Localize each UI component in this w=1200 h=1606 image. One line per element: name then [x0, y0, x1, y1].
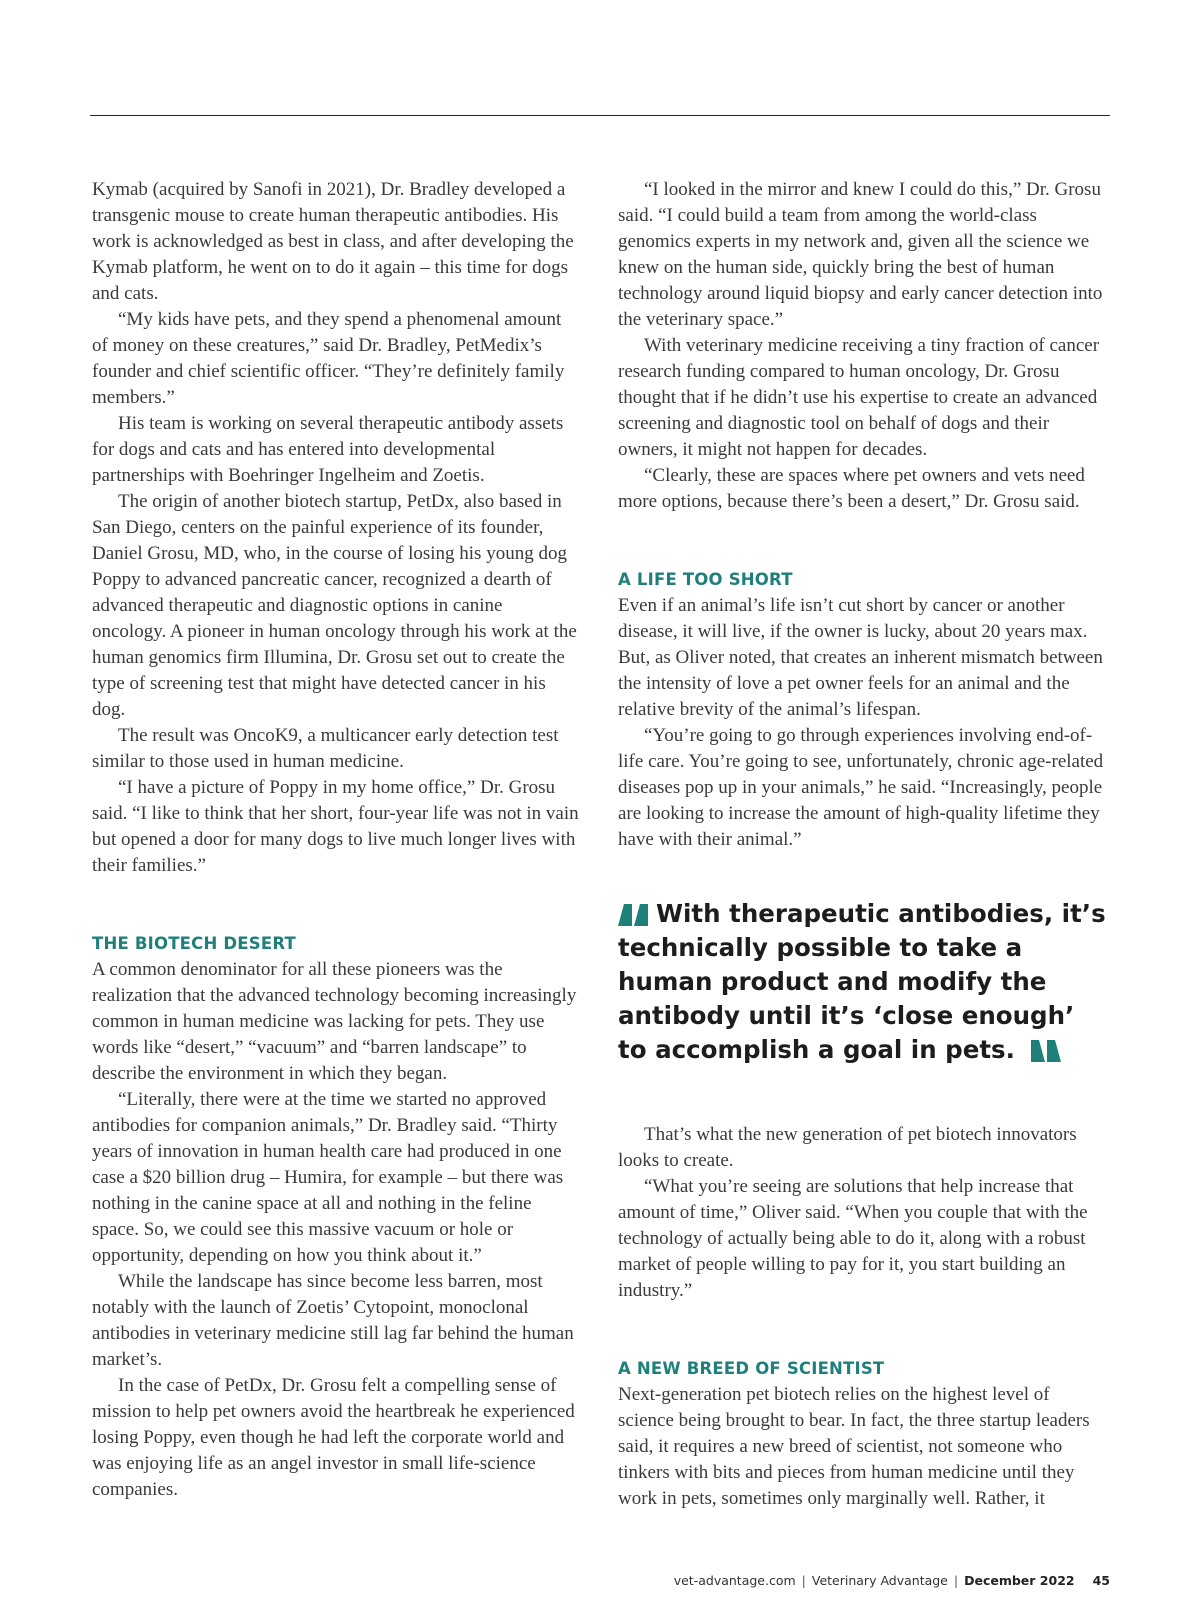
paragraph: The result was OncoK9, a multicancer early detection test similar to those used in human medicine. [92, 725, 559, 772]
right-column [618, 177, 1106, 1512]
paragraph: His team is working on several therapeutic antibody assets for dogs and cats and has entered into developmental partnerships with Boehringer Ingelheim and Zoetis. [92, 413, 564, 486]
paragraph: “You’re going to go through experiences involving end-of-life care. You’re going to see, unfortunately, chronic age-related diseases pop up in your animals,” he said. “Increasingly, people are looking to increase the amount of high-quality lifetime they have with their animal.” [618, 725, 1104, 850]
paragraph: Kymab (acquired by Sanofi in 2021), Dr. Bradley developed a transgenic mouse to create human therapeutic antibodies. His work is acknowledged as best in class, and after developing the Kymab platform, he went on to do it again – this time for dogs and cats. [92, 179, 574, 304]
paragraph: Next-generation pet biotech relies on the highest level of science being brought to bear. In fact, the three startup leaders said, it requires a new breed of scientist, not someone who tinkers with bits and pieces from human medicine until they work in pets, sometimes only marginally well. Rather, it [618, 1384, 1090, 1509]
header-rule [90, 115, 1110, 116]
page-footer [674, 1573, 1110, 1588]
left-column [92, 177, 580, 1503]
paragraph: “Literally, there were at the time we started no approved antibodies for companion animals,” Dr. Bradley said. “Thirty years of innovation in human health care had produced in one case a $20 billion drug – Humira, for example – but there was nothing in the canine space at all and nothing in the feline space. So, we could see this massive vacuum or hole or opportunity, depending on how you think about it.” [92, 1089, 564, 1266]
paragraph: “Clearly, these are spaces where pet owners and vets need more options, because there’s been a desert,” Dr. Grosu said. [618, 465, 1085, 512]
footer-site: vet-advantage.com [673, 1573, 796, 1588]
paragraph: “My kids have pets, and they spend a phenomenal amount of money on these creatures,” said Dr. Bradley, PetMedix’s founder and chief scientific officer. “They’re definitely family members.” [92, 309, 565, 408]
page-number: 45 [1092, 1573, 1110, 1588]
paragraph: “What you’re seeing are solutions that help increase that amount of time,” Oliver said. “When you couple that with the technology of actually being able to do it, along with a robust market of people willing to pay for it, you start building an industry.” [618, 1176, 1088, 1301]
footer-separator: | [801, 1573, 806, 1588]
paragraph: A common denominator for all these pioneers was the realization that the advanced technology becoming increasingly common in human medicine was lacking for pets. They use words like “desert,” “vacuum” and “barren landscape” to describe the environment in which they began. [92, 959, 577, 1084]
paragraph: Even if an animal’s life isn’t cut short by cancer or another disease, it will live, if the owner is lucky, about 20 years max. But, as Oliver noted, that creates an inherent mismatch between the intensity of love a pet owner feels for an animal and the relative brevity of the animal’s lifespan. [618, 595, 1103, 720]
paragraph: That’s what the new generation of pet biotech innovators looks to create. [618, 1124, 1077, 1171]
footer-separator: | [953, 1573, 959, 1588]
section-heading: A LIFE TOO SHORT [618, 570, 793, 589]
paragraph: “I looked in the mirror and knew I could do this,” Dr. Grosu said. “I could build a team from among the world-class genomics experts in my network and, given all the science we knew on the human side, quickly bring the best of human technology around liquid biopsy and early cancer detection into the veterinary space.” [618, 179, 1103, 330]
pull-quote-text: With therapeutic antibodies, it’s technically possible to take a human product and modify the antibody until it’s ‘close enough’ to accomplish a goal in pets. [618, 899, 1106, 1064]
footer-publication: Veterinary Advantage [811, 1573, 948, 1588]
paragraph: The origin of another biotech startup, PetDx, also based in San Diego, centers on the painful experience of its founder, Daniel Grosu, MD, who, in the course of losing his young dog Poppy to advanced pancreatic cancer, recognized a dearth of advanced therapeutic and diagnostic options in canine oncology. A pioneer in human oncology through his work at the human genomics firm Illumina, Dr. Grosu set out to create the type of screening test that might have detected cancer in his dog. [92, 491, 577, 720]
section-heading: A NEW BREED OF SCIENTIST [618, 1359, 885, 1378]
paragraph: In the case of PetDx, Dr. Grosu felt a compelling sense of mission to help pet owners avoid the heartbreak he experienced losing Poppy, even though he had left the corporate world and was enjoying life as an angel investor in small life-science companies. [92, 1375, 575, 1500]
footer-date: December 2022 [964, 1573, 1075, 1588]
paragraph: “I have a picture of Poppy in my home office,” Dr. Grosu said. “I like to think that her short, four-year life was not in vain but opened a door for many dogs to live much longer lives with their families.” [92, 777, 579, 876]
paragraph: With veterinary medicine receiving a tiny fraction of cancer research funding compared to human oncology, Dr. Grosu thought that if he didn’t use his expertise to create an advanced screening and diagnostic tool on behalf of dogs and their owners, it might not happen for decades. [618, 335, 1100, 460]
open-quote-icon [618, 904, 650, 926]
paragraph: While the landscape has since become less barren, most notably with the launch of Zoetis’ Cytopoint, monoclonal antibodies in veterinary medicine still lag far behind the human market’s. [92, 1271, 574, 1370]
section-heading: THE BIOTECH DESERT [92, 934, 296, 953]
pull-quote [618, 897, 1106, 1067]
close-quote-icon [1031, 1040, 1063, 1062]
